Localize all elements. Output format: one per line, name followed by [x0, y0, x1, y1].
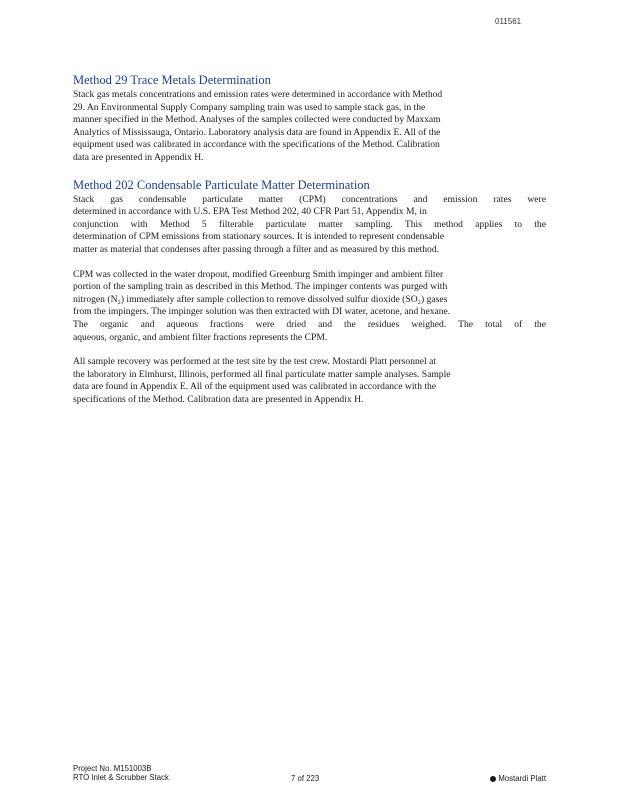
paragraph-method-202-intro: [73, 194, 546, 257]
text-line: data are found in Appendix E. All of the equipment used was calibrated in accordance with the: [73, 381, 437, 393]
text-line: 29. An Environmental Supply Company sampling train was used to sample stack gas, in the: [73, 101, 426, 113]
text-line: aqueous, organic, and ambient filter fractions represents the CPM.: [73, 331, 328, 343]
text-line: CPM was collected in the water dropout, modified Greenburg Smith impinger and ambient filter: [73, 268, 444, 280]
footer-page-number: 7 of 223: [291, 774, 320, 783]
text-line: portion of the sampling train as described in this Method. The impinger contents was purged with: [73, 281, 448, 293]
text-line: nitrogen (N₂) immediately after sample collection to remove dissolved sulfur dioxide (SO₂) gases: [73, 293, 448, 305]
text-line: the laboratory in Elmhurst, Illinois, performed all final particulate matter sample analyses. Sample: [73, 368, 451, 380]
text-line: matter as material that condenses after passing through a filter and as measured by this method.: [73, 243, 440, 255]
text-line: determined in accordance with U.S. EPA Test Method 202, 40 CFR Part 51, Appendix M, in: [73, 206, 427, 218]
text-line: Analytics of Mississauga, Ontario. Laboratory analysis data are found in Appendix E. All of the: [73, 126, 441, 138]
document-body: [73, 73, 546, 406]
paragraph-cpm-collection: [73, 269, 546, 345]
section-heading-method-202: Method 202 Condensable Particulate Matter Determination: [73, 177, 370, 192]
text-line: equipment used was calibrated in accordance with the specifications of the Method. Calibration: [73, 139, 440, 151]
footer-company-name: Mostardi Platt: [498, 774, 546, 783]
text-line: from the impingers. The impinger solution was then extracted with DI water, acetone, and hexane.: [73, 306, 451, 318]
footer-project-info: [73, 764, 169, 782]
footer-location: RTO Inlet & Scrubber Stack: [73, 773, 169, 782]
text-line: data are presented in Appendix H.: [73, 151, 204, 163]
page-code: 011561: [495, 17, 522, 26]
section-heading-method-29: Method 29 Trace Metals Determination: [73, 73, 271, 87]
paragraph-method-29: [73, 89, 546, 165]
text-line: specifications of the Method. Calibration data are presented in Appendix H.: [73, 393, 364, 405]
paragraph-sample-recovery: [73, 356, 546, 406]
company-logo-icon: [490, 776, 496, 782]
footer-company: [490, 774, 546, 783]
text-line: Stack gas metals concentrations and emission rates were determined in accordance with Method: [73, 89, 443, 100]
text-line: manner specified in the Method. Analyses of the samples collected were conducted by Maxxam: [73, 114, 441, 126]
text-line: Stack gas condensable particulate matter (CPM) concentrations and emission rates were: [73, 193, 546, 205]
footer-project-number: Project No. M151003B: [73, 764, 152, 773]
text-line: The organic and aqueous fractions were dried and the residues weighed. The total of the: [73, 318, 546, 330]
text-line: determination of CPM emissions from stationary sources. It is intended to represent condensable: [73, 231, 445, 243]
text-line: conjunction with Method 5 filterable particulate matter sampling. This method applies to the: [73, 218, 546, 230]
text-line: All sample recovery was performed at the test site by the test crew. Mostardi Platt personnel at: [73, 356, 437, 368]
